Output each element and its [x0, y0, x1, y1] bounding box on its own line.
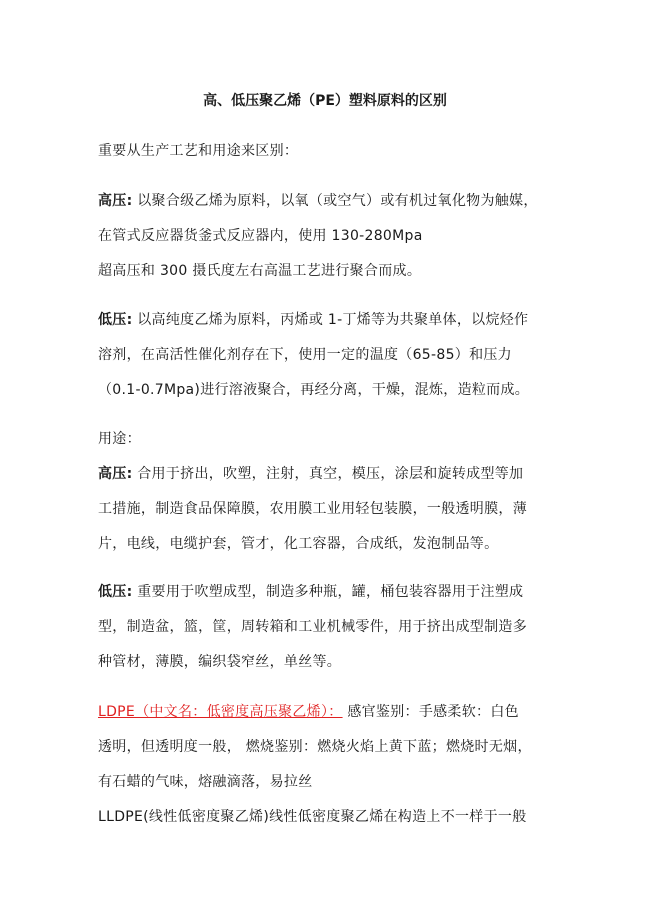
text-line: 以高纯度乙烯为原料，丙烯或 1-丁烯等为共聚单体，以烷烃作 — [132, 312, 529, 328]
usage-heading-paragraph — [98, 422, 563, 457]
text-line: 有石蜡的气味，熔融滴落，易拉丝 — [98, 774, 313, 790]
text-line: 感官鉴别：手感柔软：白色 — [342, 704, 519, 720]
text-line: 超高压和 300 摄氏度左右高温工艺进行聚合而成。 — [98, 263, 422, 279]
lldpe-line: LLDPE(线性低密度聚乙烯)线性低密度聚乙烯在构造上不一样于一般 — [98, 809, 527, 825]
intro-paragraph — [98, 134, 563, 169]
text-line: （0.1-0.7Mpa)进行溶液聚合，再经分离，干燥，混炼，造粒而成。 — [98, 382, 530, 398]
text-line: 片，电线，电缆护套，管才，化工容器，合成纸，发泡制品等。 — [98, 536, 499, 552]
usage-low-paragraph — [98, 575, 563, 680]
low-pressure-label: 低压: — [98, 584, 133, 600]
document-title: 高、低压聚乙烯（PE）塑料原料的区别 — [203, 93, 447, 109]
high-pressure-label: 高压: — [98, 466, 133, 482]
text-line: 重要用于吹塑成型，制造多种瓶，罐，桶包装容器用于注塑成 — [132, 584, 524, 600]
high-pressure-label: 高压: — [98, 193, 133, 209]
ldpe-highlight-label: LDPE（中文名：低密度高压聚乙烯）： — [98, 704, 343, 720]
ldpe-paragraph — [98, 695, 563, 835]
text-line: 型，制造盆，篮，筐，周转箱和工业机械零件，用于挤出成型制造多 — [98, 619, 527, 635]
text-line: 透明，但透明度一般， 燃烧鉴别：燃烧火焰上黄下蓝；燃烧时无烟， — [98, 739, 532, 755]
usage-high-paragraph — [98, 457, 563, 562]
text-line: 溶剂，在高活性催化剂存在下，使用一定的温度（65-85）和压力 — [98, 347, 512, 363]
usage-heading: 用途： — [98, 431, 141, 447]
text-line: 种管材，薄膜，编织袋窄丝，单丝等。 — [98, 654, 342, 670]
intro-text: 重要从生产工艺和用途来区别： — [98, 143, 299, 159]
text-line: 合用于挤出，吹塑，注射，真空，模压，涂层和旋转成型等加 — [132, 466, 524, 482]
production-high-paragraph — [98, 184, 563, 289]
low-pressure-label: 低压: — [98, 312, 133, 328]
text-line: 在管式反应器货釜式反应器内，使用 130-280Mpa — [98, 228, 423, 244]
text-line: 工措施，制造食品保障膜，农用膜工业用轻包装膜，一般透明膜，薄 — [98, 501, 527, 517]
production-low-paragraph — [98, 303, 563, 408]
text-line: 以聚合级乙烯为原料，以氧（或空气）或有机过氧化物为触媒， — [132, 193, 538, 209]
